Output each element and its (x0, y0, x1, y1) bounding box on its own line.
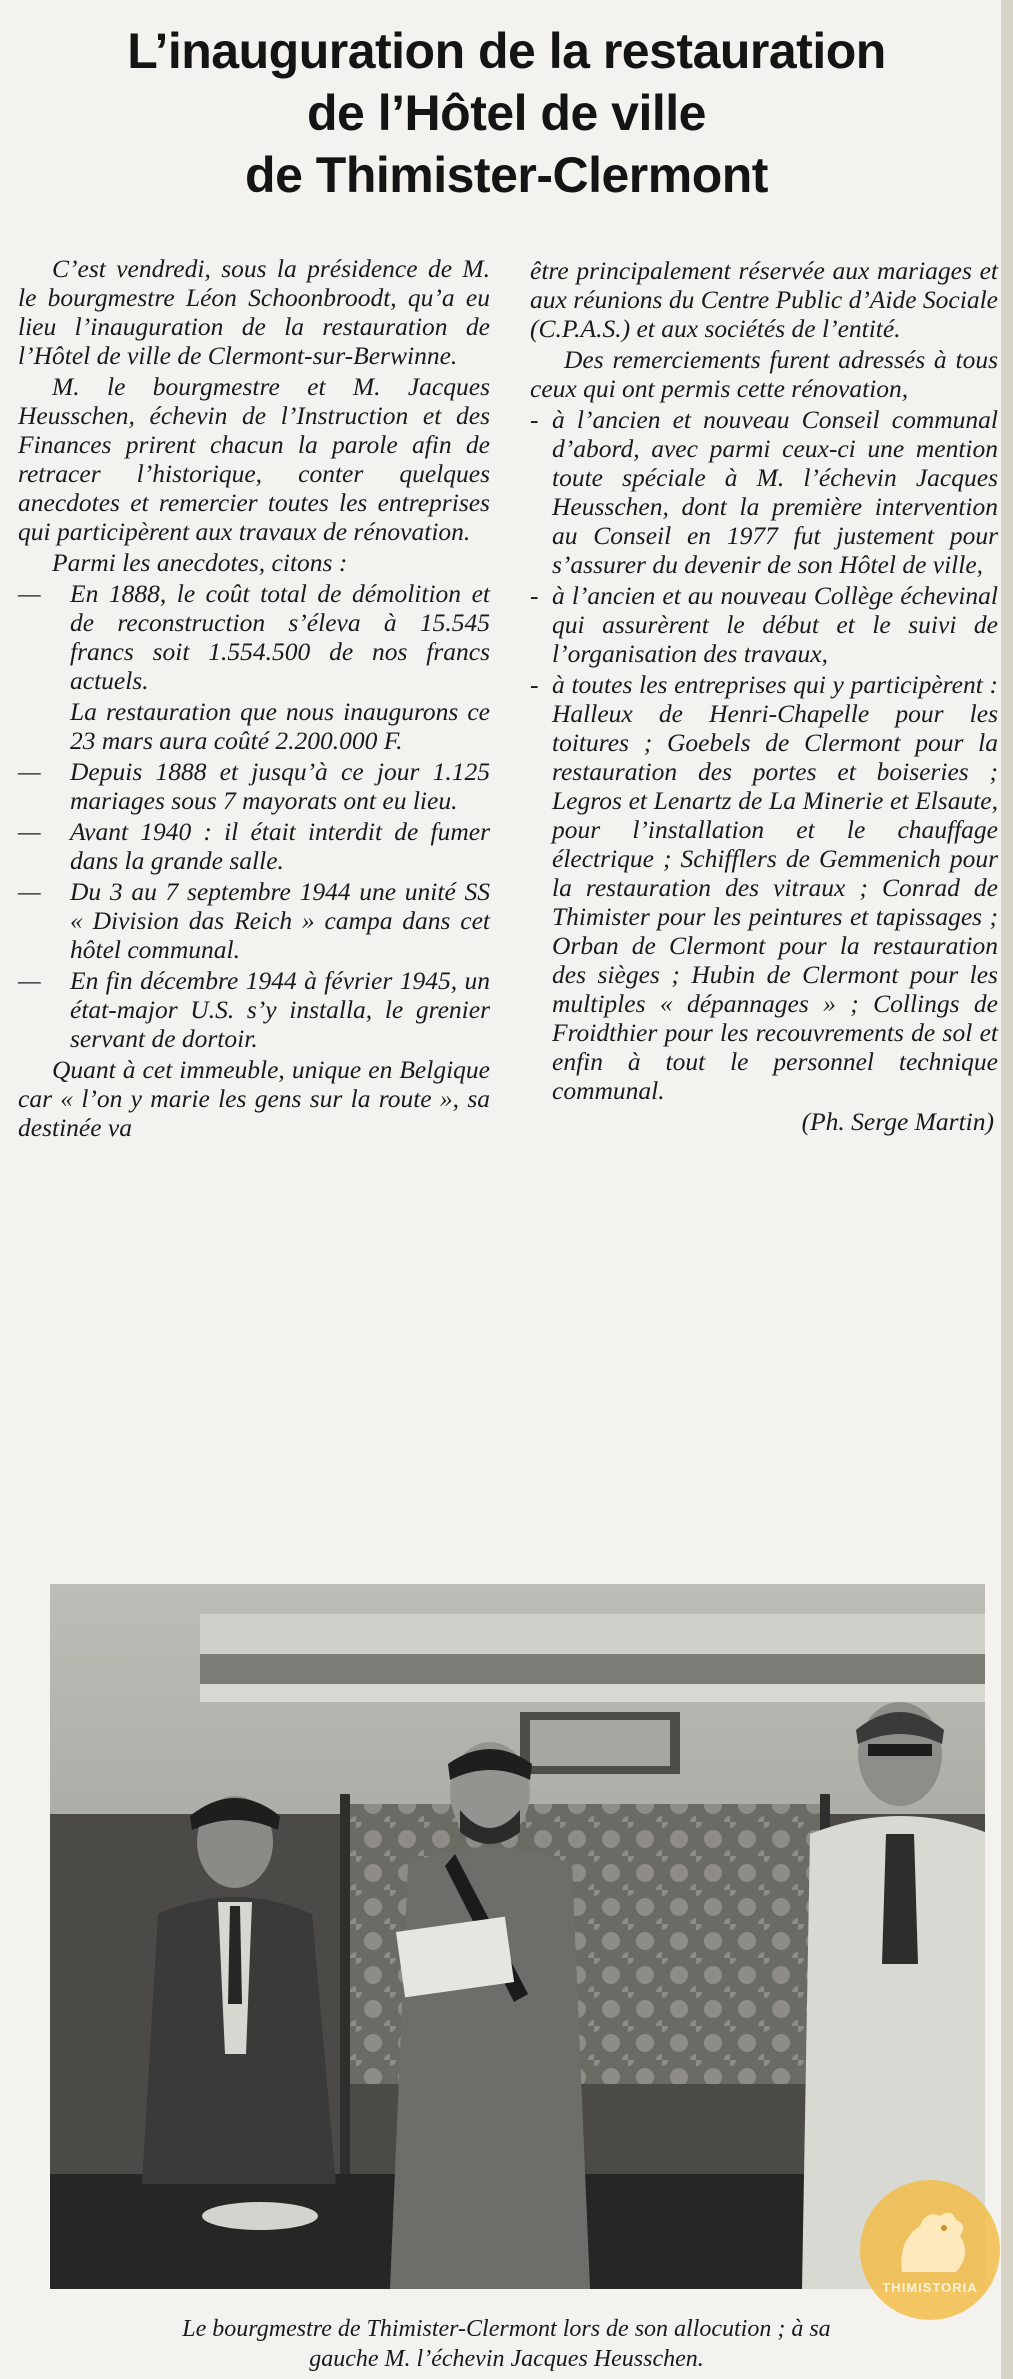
article-photo (50, 1584, 985, 2289)
town-hall-photo (50, 1584, 985, 2289)
paragraph (18, 817, 490, 875)
paragraph (18, 697, 490, 755)
caption-line-1: Le bourgmestre de Thimister-Clermont lors de son allocution ; à sa (182, 2316, 831, 2342)
paragraph (18, 579, 490, 695)
paragraph (18, 548, 490, 577)
paragraph (530, 1107, 998, 1136)
paragraph-text: Des remerciements furent adressés à tous ceux qui ont permis cette rénovation, (530, 345, 998, 403)
paragraph-text: C’est vendredi, sous la présidence de M. le bourgmestre Léon Schoonbroodt, qu’a eu lieu l’inauguration de la restauration de l’Hôtel de ville de Clermont-sur-Berwinne. (18, 254, 490, 370)
paragraph-text: Avant 1940 : il était interdit de fumer dans la grande salle. (70, 817, 490, 875)
watermark-text: THIMISTORIA (882, 2280, 978, 2295)
paragraph-text: Du 3 au 7 septembre 1944 une unité SS « Division das Reich » campa dans cet hôtel communal. (70, 877, 490, 964)
paragraph (530, 345, 998, 403)
paragraph-text: En fin décembre 1944 à février 1945, un état-major U.S. s’y installa, le grenier servant de dortoir. (70, 966, 490, 1053)
hyphen-marker: - (530, 581, 539, 610)
paragraph-text: La restauration que nous inaugurons ce 23 mars aura coûté 2.200.000 F. (70, 697, 490, 755)
paragraph (18, 254, 490, 370)
paragraph-text: Depuis 1888 et jusqu’à ce jour 1.125 mariages sous 7 mayorats ont eu lieu. (70, 757, 490, 815)
dash-marker: — (18, 817, 41, 846)
headline-line-3: de Thimister-Clermont (245, 147, 768, 203)
page-edge (1001, 0, 1013, 2379)
hyphen-marker: - (530, 405, 539, 434)
paragraph-text: à toutes les entreprises qui y participèrent : Halleux de Henri-Chapelle pour les toitures ; Goebels de Clermont pour la restauration des portes et boiseries ; Legros et Lenartz de La Minerie et Elsaute, pour l’installation et le chauffage électrique ; Schifflers de Gemmenich pour la restauration des vitraux ; Conrad de Thimister pour les peintures et tapissages ; Orban de Clermont pour la restauration des sièges ; Hubin de Clermont pour les multiples « dépannages » ; Collings de Froidthier pour les recouvrements de sol et enfin à tout le personnel technique communal. (552, 670, 998, 1105)
paragraph (18, 966, 490, 1053)
paragraph-text: à l’ancien et nouveau Conseil communal d’abord, avec parmi ceux-ci une mention toute spéciale à M. l’échevin Jacques Heusschen, dont la première intervention au Conseil en 1977 fut justement pour s’assurer du devenir de son Hôtel de ville, (552, 405, 998, 579)
article-left-column (18, 254, 490, 1144)
article-right-column (530, 256, 998, 1138)
paragraph (18, 1055, 490, 1142)
dash-marker: — (18, 757, 41, 786)
paragraph (18, 372, 490, 546)
paragraph (530, 581, 998, 668)
paragraph-text: être principalement réservée aux mariages et aux réunions du Centre Public d’Aide Sociale (C.P.A.S.) et aux sociétés de l’entité. (530, 256, 998, 343)
paragraph-text: M. le bourgmestre et M. Jacques Heusschen, échevin de l’Instruction et des Finances prirent chacun la parole afin de retracer l’historique, conter quelques anecdotes et remercier toutes les entreprises qui participèrent aux travaux de rénovation. (18, 372, 490, 546)
paragraph (18, 757, 490, 815)
rooster-logo-icon (860, 2180, 1000, 2320)
paragraph (530, 405, 998, 579)
paragraph-text: En 1888, le coût total de démolition et de reconstruction s’éleva à 15.545 francs soit 1.554.500 de nos francs actuels. (70, 579, 490, 695)
paragraph-text: Quant à cet immeuble, unique en Belgique car « l’on y marie les gens sur la route », sa destinée va (18, 1055, 490, 1142)
dash-marker: — (18, 579, 41, 608)
dash-marker: — (18, 877, 41, 906)
paragraph (530, 670, 998, 1105)
hyphen-marker: - (530, 670, 539, 699)
article-headline (0, 20, 1013, 206)
dash-marker: — (18, 966, 41, 995)
headline-line-2: de l’Hôtel de ville (307, 85, 706, 141)
paragraph-text: (Ph. Serge Martin) (801, 1107, 994, 1136)
photo-caption (0, 2314, 1013, 2374)
paragraph (18, 877, 490, 964)
thimistoria-watermark (860, 2180, 1000, 2320)
paragraph-text: à l’ancien et au nouveau Collège échevinal qui assurèrent le début et le suivi de l’organisation des travaux, (552, 581, 998, 668)
paragraph-text: Parmi les anecdotes, citons : (52, 548, 348, 577)
headline-line-1: L’inauguration de la restauration (127, 23, 886, 79)
caption-line-2: gauche M. l’échevin Jacques Heusschen. (309, 2346, 704, 2372)
paragraph (530, 256, 998, 343)
